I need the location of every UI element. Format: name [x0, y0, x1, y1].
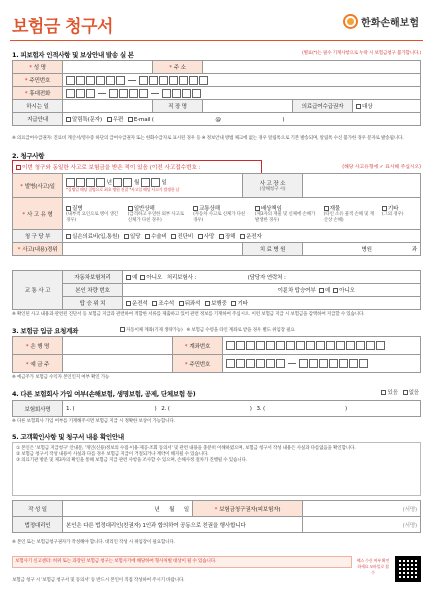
date-field[interactable]: 년 월 일 *질병일 해당 질병으로 최초 병원 진찰 *사고일 해당 사고가 발생한 날 — [63, 174, 243, 198]
section5-heading: 5. 고객확인사항 및 청구서 내용 확인안내 — [12, 433, 124, 441]
address-field[interactable] — [203, 61, 421, 74]
confirm-box: ① 본인은 '보험금 지급청구' 안내문, '개인(신용)정보의 수집·이용·제공·조회 동의서' 및 관련 내용을 충분히 이해하였으며, 보험금 청구서 작성 내용은 사실과 다름없음을 확인합니다. ② 보험금 청구서 작성 내용이 사실과 다를 경우 보험금 지급이 거절되거나 계약이 해지될 수 있습니다. ③ 의료기관 방문 및 제3자의 확인을 통해 보험금 지급 관련 사항을 조사할 수 있으며, 손해사정 절차가 진행될 수 있습니다. — [12, 442, 421, 496]
occupation-field[interactable] — [63, 100, 153, 113]
section2-footnote: ※ 확인된 사고 내용과 관련된 진단서 등 보험금 지급과 관련하여 적합한 서류를 제출하고 있어 관련 정보를 기재하여 주십시오. 이런 보험금 지급 시 보험금을 감액하여 지급할 수 있습니다. — [12, 312, 365, 317]
resident-no-label: * 주민번호 — [13, 74, 63, 87]
form-title: 보험금 청구서 — [12, 17, 113, 37]
account-label: * 계좌번호 — [173, 337, 223, 355]
section1-required-note: (별표(*)는 필수 기재사항으로 누락 시 보험금청구 불가합니다.) — [302, 51, 421, 56]
holder-field[interactable] — [63, 355, 173, 373]
brand-name: 한화손해보험 — [361, 18, 419, 29]
sign-date-field[interactable]: 년 월 일 — [63, 501, 193, 517]
section3-footnote: ※ 예금주가 보험금 수익자 본인인지 여부 확인 가능 — [12, 375, 110, 380]
workplace-field[interactable] — [203, 100, 293, 113]
section2-note: (해당 사고유형에 ✓ 표시해 주십시오) — [342, 165, 421, 170]
notice-method-options[interactable]: 알림톡(문자) 우편 E-mail ( @ ) — [63, 113, 421, 126]
name-label: * 성 명 — [13, 61, 63, 74]
footer-note-3: 보험금 청구 시 '보험금 청구서 및 동의서' 등 반드시 본인이 직접 작성하여 주시기 바랍니다. — [12, 578, 185, 583]
occupation-label: 하시는 일 — [13, 100, 63, 113]
bank-label: * 은 행 명 — [13, 337, 63, 355]
footer-warning: 보험사기 신고센터: 허위 또는 과장된 보험금 청구는 보험사기에 해당하여 형사처벌 대상이 될 수 있습니다. — [12, 556, 352, 568]
place-field[interactable] — [303, 174, 421, 198]
detail-field[interactable] — [63, 243, 243, 256]
section1-table — [12, 60, 421, 126]
section4-heading: 4. 다른 보험회사 가입 여부(손해보험, 생명보험, 공제, 단체보험 등) — [12, 390, 196, 398]
company-label: 보험회사명 — [13, 401, 63, 417]
sign-date-label: 작 성 일 — [13, 501, 63, 517]
name-field[interactable] — [63, 61, 153, 74]
section4-table — [12, 400, 421, 417]
claimant-signature[interactable]: (서명) — [303, 501, 421, 517]
ride-position-options[interactable]: 운전석 조수석 뒤좌석 보행중 기타 — [123, 297, 421, 310]
auto-transfer-check[interactable]: 자동이체 계좌(기제 생략가능) ※ 보험금 수령을 타인 계좌로 받을 경우 별도 위임장 필요 — [120, 327, 295, 334]
address-label: * 주 소 — [153, 61, 203, 74]
title-divider — [10, 40, 423, 41]
qr-note: 팩스 수신 여부 확인하세요 모바일로 접수 — [356, 558, 390, 575]
section2-heading: 2. 청구사항 — [12, 152, 45, 160]
accident-type-label: * 사 고 유 형 — [13, 198, 63, 230]
qr-code-icon[interactable] — [395, 556, 421, 582]
phone-field[interactable] — [63, 87, 421, 100]
resident-no-field[interactable] — [63, 74, 421, 87]
claimant-label: * 보험금청구권자(피보험자) — [193, 501, 303, 517]
traffic-label: 교 통 사 고 — [13, 271, 63, 310]
hospital-field[interactable]: 병원 과 — [303, 243, 421, 256]
holder-id-field[interactable] — [223, 355, 421, 373]
section1-footnote: ※ 의료급여수급권자: 진료비 계산서/영수증 하단의 급여수급권자 또는 한화수급자로 표시된 경우 등 ※ 정보안내 방법 체크에 없는 경우 알림톡으로 기본 발송되며, 알림톡 수신 불가한 경우 문자로 발송됩니다. — [12, 136, 404, 141]
brand-logo — [343, 14, 419, 29]
section2-table — [12, 173, 421, 256]
legal-rep-text: 본인은 다른 법정대리인(친권자) 1인과 합의하여 공동으로 친권을 행사합니다 — [63, 517, 303, 533]
car-insurance-options[interactable]: 예 아니오 처리보험사 : (담당자 연락처 : — [123, 271, 421, 284]
traffic-table — [12, 270, 421, 310]
section4-footnote: ※ 다른 보험회사 가입 여부를 기재해주시면 보험금 지급 시 정확한 보상이 가능합니다. — [12, 419, 175, 424]
workplace-label: 직 장 명 — [153, 100, 203, 113]
bank-field[interactable] — [63, 337, 173, 355]
signature-table — [12, 500, 421, 533]
footer-note-1: ※ 본인 또는 보험금청구권자가 작성해야 합니다. 대리인 작성 시 위임장이 필요합니다. — [12, 540, 175, 545]
insurance-target-cell[interactable]: 대상 — [353, 100, 421, 113]
notice-method-label: 지급안내 — [13, 113, 63, 126]
hanwha-logo-icon — [343, 14, 358, 29]
car-no-label: 본인 차량 번호 — [63, 284, 123, 297]
claim-type-options[interactable]: 실손의료비(입,통원) 일당 수술비 진단비 사망 장해 운전자 — [63, 230, 421, 243]
phone-label: * 휴대전화 — [13, 87, 63, 100]
car-insurance-label: 자동차보험처리 — [63, 271, 123, 284]
insurance-check-label: 의료급여수급권자 — [293, 100, 353, 113]
same-accident-check[interactable]: 이번 청구와 동일한 사고로 보험금을 받은 적이 있음 (이전 사고접수번호 : — [12, 160, 262, 174]
car-no-row[interactable]: 이륜차 탑승여부 예 아니오 — [123, 284, 421, 297]
ride-position-label: 탑 승 위 치 — [63, 297, 123, 310]
legal-rep-signature[interactable]: (서명) — [303, 517, 421, 533]
date-label: * 발병(사고)일 — [13, 174, 63, 198]
detail-label: * 사고(내용)경위 — [13, 243, 63, 256]
company-field[interactable]: 1. ( ) 2. ( ) 3. ( ) — [63, 401, 421, 417]
accident-type-options[interactable]: 질병 (내부적 요인으로 병이 생긴 경우) 일반상해 (급격하고 우연한 외부 사고로 신체가 다친 경우) 교통상해 (자동차 사고로 신체가 다친 경우) 배상책임 (제3자의 재물 및 신체에 손해가 발생한 경우) 재물 (타인 소유 물적 손해 및 재산상 손해) 기타 (그외 경우) — [63, 198, 421, 230]
holder-id-label: * 주민번호 — [173, 355, 223, 373]
claim-type-label: 청 구 당 부 — [13, 230, 63, 243]
section3-heading: 3. 보험금 입금 요청계좌 — [12, 327, 79, 335]
account-field[interactable] — [223, 337, 421, 355]
other-insurer-options[interactable]: 있음 없음 — [381, 390, 419, 396]
holder-label: * 예 금 주 — [13, 355, 63, 373]
hospital-label: 치 료 병 원 — [243, 243, 303, 256]
section3-table — [12, 336, 421, 373]
place-label: 사 고 장 소 (상해청구 시) — [243, 174, 303, 198]
insurance-target-checkbox[interactable] — [356, 104, 361, 109]
section1-heading: 1. 피보험자 인적사항 및 보상안내 발송 실 본 — [12, 51, 134, 59]
legal-rep-label: 법정대리인 — [13, 517, 63, 533]
